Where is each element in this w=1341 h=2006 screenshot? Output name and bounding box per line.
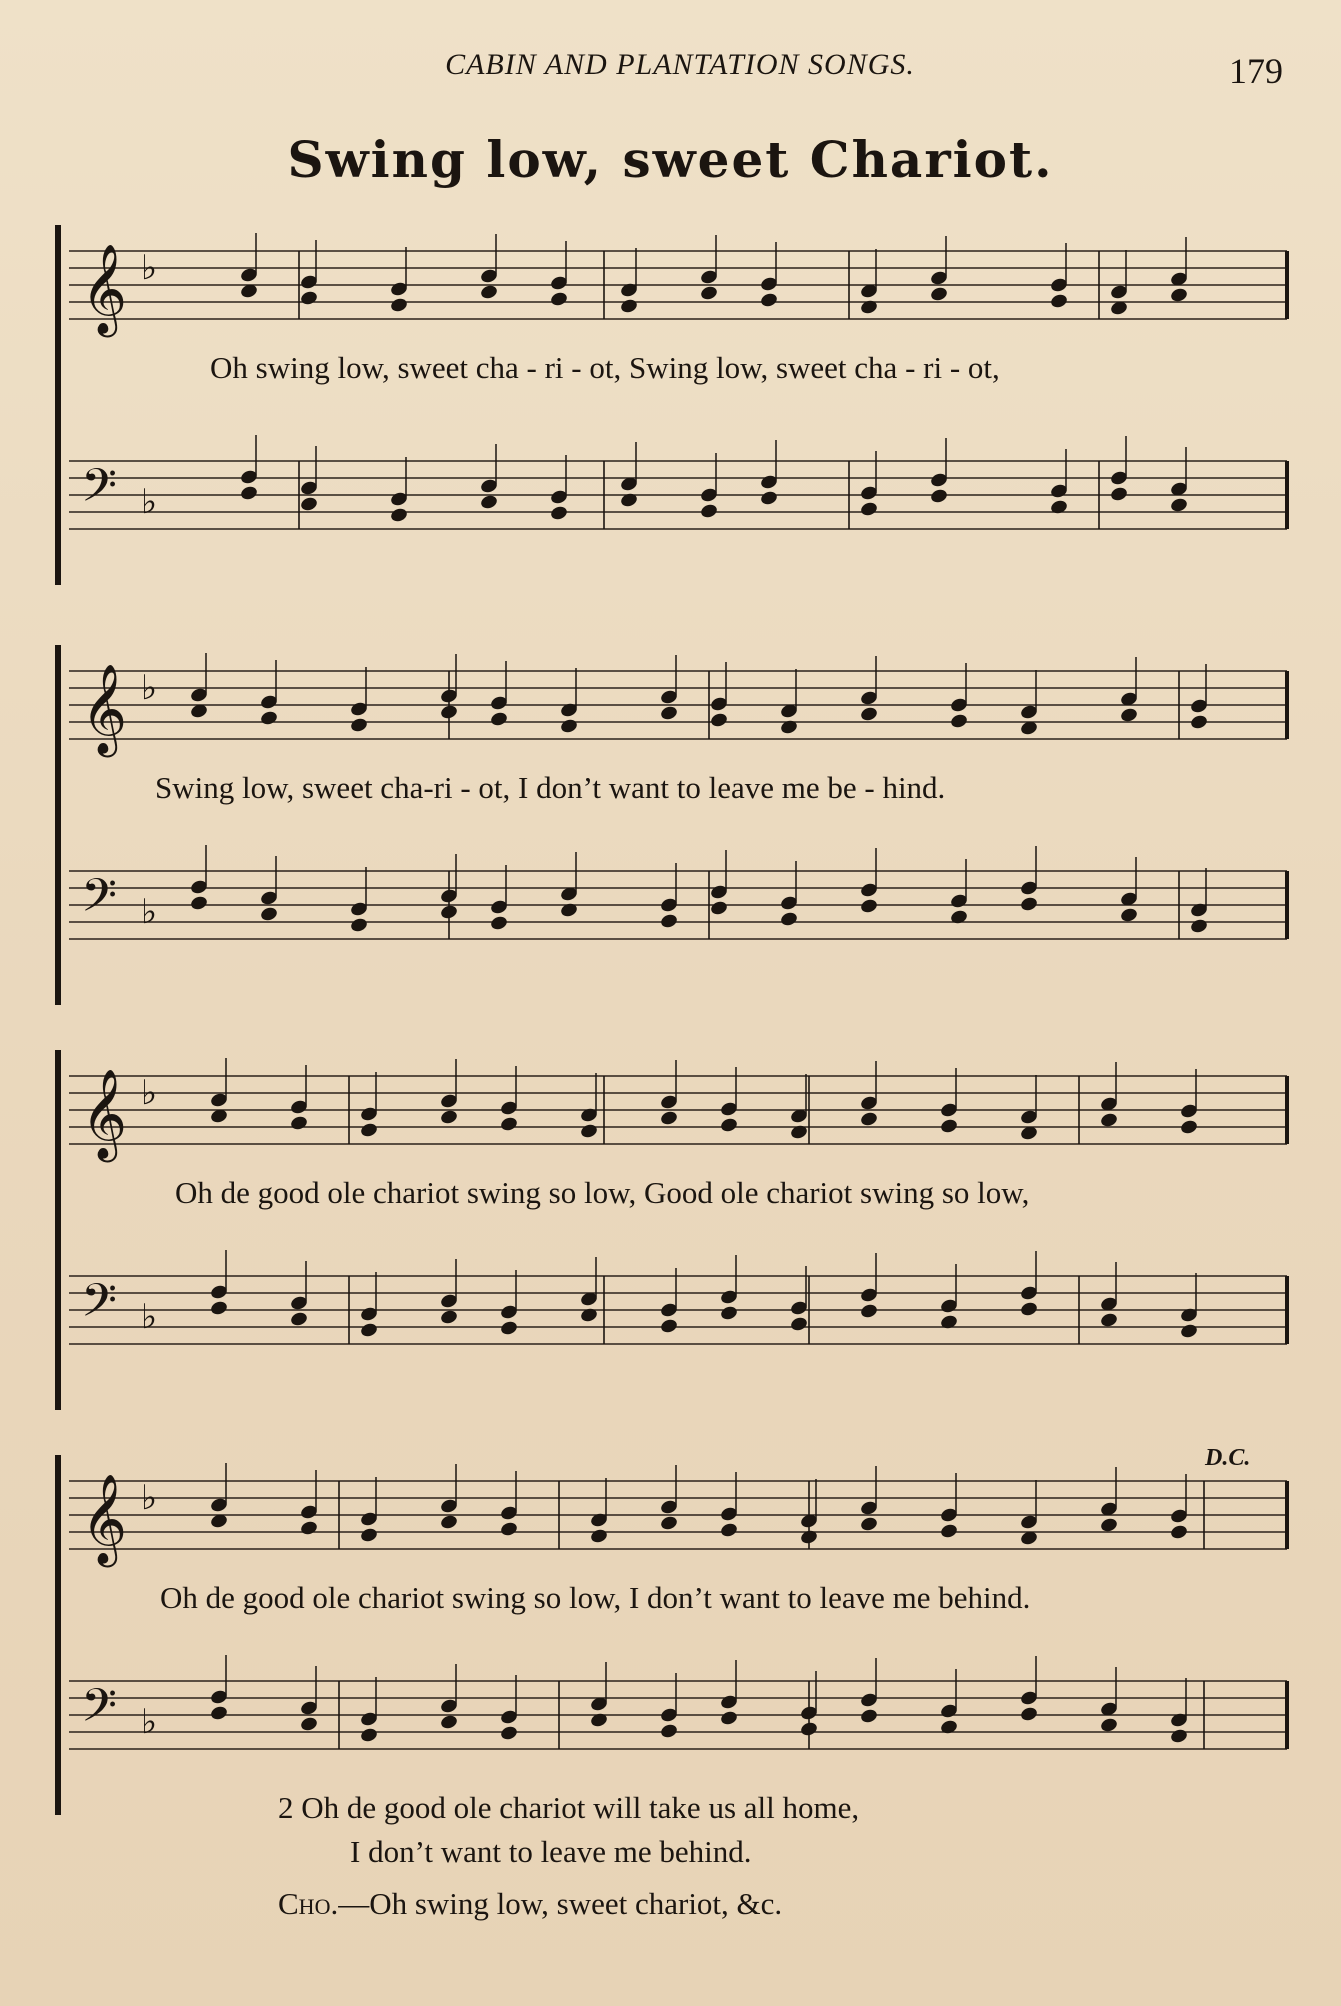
note-head (479, 444, 498, 510)
note-head (949, 663, 968, 729)
lyric-line: Oh swing low, sweet cha - ri - ot, Swing low, sweet cha - ri - ot, (210, 350, 1000, 385)
note-head (719, 1067, 738, 1133)
note-head (709, 850, 728, 916)
note-head (859, 1253, 878, 1319)
note-head (209, 1250, 228, 1316)
note-head (1109, 250, 1128, 316)
note-head (939, 1264, 958, 1330)
running-head: CABIN AND PLANTATION SONGS. (445, 48, 915, 81)
bass-staff (69, 1675, 1287, 1755)
note-head (499, 1675, 518, 1741)
note-head (589, 1662, 608, 1728)
bass-clef-icon: 𝄢 (81, 459, 118, 524)
note-head (619, 442, 638, 508)
note-head (259, 856, 278, 922)
bass-clef-icon: 𝄢 (81, 1274, 118, 1339)
note-head (939, 1068, 958, 1134)
note-head (1099, 1467, 1118, 1533)
bass-clef-icon: 𝄢 (81, 1679, 118, 1744)
bass-staff (69, 455, 1287, 535)
music-system-3 (55, 1050, 1287, 1410)
note-head (489, 865, 508, 931)
chorus-label: Cho. (278, 1886, 339, 1921)
note-head (719, 1255, 738, 1321)
note-head (719, 1472, 738, 1538)
verse-line-2: I don’t want to leave me behind. (350, 1834, 752, 1869)
note-head (859, 656, 878, 722)
note-head (1169, 1474, 1188, 1540)
note-head (359, 1272, 378, 1338)
lyric-line: Swing low, sweet cha-ri - ot, I don’t want to leave me be - hind. (155, 770, 946, 805)
note-head (439, 1259, 458, 1325)
system-brace (55, 1050, 61, 1410)
verse-line-1: 2 Oh de good ole chariot will take us all home, (278, 1790, 860, 1825)
flat-icon: ♭ (141, 1297, 158, 1337)
note-head (1189, 664, 1208, 730)
lyric-line: Oh de good ole chariot swing so low, Good ole chariot swing so low, (175, 1175, 1030, 1210)
page-number: 179 (1229, 51, 1283, 91)
note-head (579, 1257, 598, 1323)
note-head (289, 1065, 308, 1131)
note-head (239, 233, 258, 299)
bass-clef-icon: 𝄢 (81, 869, 118, 934)
note-head (859, 249, 878, 315)
note-head (619, 248, 638, 314)
bass-staff-lines (69, 1270, 1287, 1350)
note-head (1019, 1656, 1038, 1722)
note-head (939, 1669, 958, 1735)
flat-icon: ♭ (141, 668, 158, 708)
treble-staff-lines (69, 1069, 1287, 1159)
music-system-2 (55, 645, 1287, 1005)
system-brace (55, 225, 61, 585)
note-head (259, 660, 278, 726)
note-head (559, 852, 578, 918)
flat-icon: ♭ (141, 892, 158, 932)
chorus-text: —Oh swing low, sweet chariot, &c. (338, 1886, 783, 1921)
treble-staff-lines (69, 1474, 1287, 1564)
note-head (559, 668, 578, 734)
note-head (759, 242, 778, 308)
note-head (589, 1478, 608, 1544)
note-head (1169, 237, 1188, 303)
note-head (1019, 1251, 1038, 1317)
note-head (239, 435, 258, 501)
note-head (389, 457, 408, 523)
note-head (1189, 868, 1208, 934)
note-head (299, 1666, 318, 1732)
note-head (1099, 1667, 1118, 1733)
note-head (299, 446, 318, 512)
note-head (359, 1477, 378, 1543)
note-head (709, 662, 728, 728)
flat-icon: ♭ (141, 248, 158, 288)
note-head (859, 848, 878, 914)
note-head (439, 1059, 458, 1125)
note-head (659, 1673, 678, 1739)
note-head (779, 669, 798, 735)
note-head (759, 440, 778, 506)
flat-icon: ♭ (141, 1073, 158, 1113)
song-title: Swing low, sweet Chariot. (287, 130, 1054, 189)
note-head (929, 236, 948, 302)
note-head (859, 1658, 878, 1724)
note-head (349, 867, 368, 933)
note-head (299, 1470, 318, 1536)
note-head (1019, 1480, 1038, 1546)
note-head (1019, 846, 1038, 912)
treble-staff (69, 244, 1287, 334)
note-head (349, 667, 368, 733)
note-head (289, 1261, 308, 1327)
bass-staff-lines (69, 865, 1287, 945)
music-system-4 (55, 1445, 1287, 1815)
note-head (189, 653, 208, 719)
note-head (209, 1058, 228, 1124)
flat-icon: ♭ (141, 482, 158, 522)
note-head (439, 1664, 458, 1730)
note-head (699, 453, 718, 519)
note-head (1099, 1262, 1118, 1328)
note-head (1019, 670, 1038, 736)
note-head (1019, 1075, 1038, 1141)
treble-staff-lines (69, 244, 1287, 334)
treble-staff (69, 1069, 1287, 1159)
note-head (359, 1072, 378, 1138)
system-brace (55, 645, 61, 1005)
note-head (719, 1660, 738, 1726)
note-head (359, 1677, 378, 1743)
note-head (439, 1464, 458, 1530)
treble-clef-icon: 𝄞 (81, 1474, 128, 1564)
flat-icon: ♭ (141, 1478, 158, 1518)
flat-icon: ♭ (141, 1702, 158, 1742)
bass-staff (69, 865, 1287, 945)
note-head (939, 1473, 958, 1539)
treble-clef-icon: 𝄞 (81, 244, 128, 334)
music-system-1 (55, 225, 1287, 585)
treble-staff-lines (69, 664, 1287, 754)
note-head (789, 1074, 808, 1140)
note-head (1049, 449, 1068, 515)
note-head (209, 1463, 228, 1529)
note-head (479, 234, 498, 300)
bass-staff-lines (69, 455, 1287, 535)
treble-clef-icon: 𝄞 (81, 664, 128, 754)
bass-staff-lines (69, 1675, 1287, 1755)
note-head (189, 845, 208, 911)
note-head (499, 1270, 518, 1336)
note-head (1099, 1062, 1118, 1128)
da-capo-marking: D.C. (1205, 1445, 1251, 1471)
note-head (859, 1061, 878, 1127)
note-head (659, 863, 678, 929)
note-head (949, 859, 968, 925)
note-head (859, 1466, 878, 1532)
note-head (1049, 243, 1068, 309)
note-head (209, 1655, 228, 1721)
note-head (659, 1268, 678, 1334)
note-head (579, 1073, 598, 1139)
lyric-line: Oh de good ole chariot swing so low, I don’t want to leave me behind. (160, 1580, 1031, 1615)
note-head (1119, 857, 1138, 923)
treble-staff (69, 664, 1287, 754)
note-head (389, 247, 408, 313)
note-head (299, 240, 318, 306)
chorus-line (278, 1886, 782, 1922)
note-head (929, 438, 948, 504)
note-head (1169, 1678, 1188, 1744)
treble-staff (69, 1474, 1287, 1564)
system-brace (55, 1455, 61, 1815)
note-head (1179, 1273, 1198, 1339)
note-head (1109, 436, 1128, 502)
note-head (1169, 447, 1188, 513)
note-head (1179, 1069, 1198, 1135)
bass-staff (69, 1270, 1287, 1350)
treble-clef-icon: 𝄞 (81, 1069, 128, 1159)
note-head (549, 455, 568, 521)
note-head (1119, 657, 1138, 723)
